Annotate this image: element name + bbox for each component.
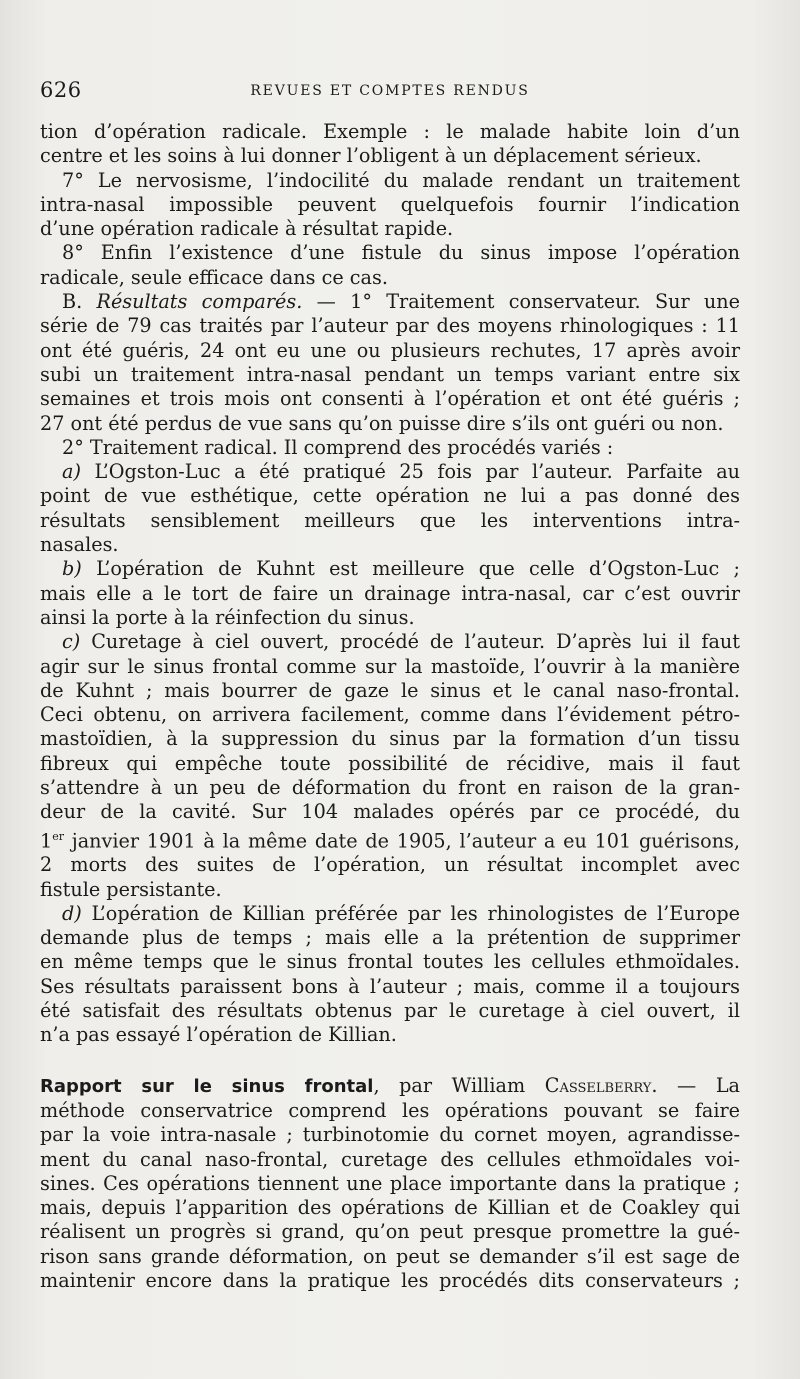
- text-line: centre et les soins à lui donner l’obligent à un déplacement sérieux.: [40, 144, 702, 168]
- section-b-line: B. Résultats comparés. — 1° Traitement conservateur. Sur une: [62, 290, 740, 314]
- text-line: ont été guéris, 24 ont eu une ou plusieurs rechutes, 17 après avoir: [40, 338, 740, 362]
- text-line: demande plus de temps ; mais elle a la prétention de supprimer: [40, 926, 740, 950]
- text-line: intra-nasal impossible peuvent quelquefois fournir l’indication: [40, 192, 740, 216]
- page-body: [40, 120, 740, 1293]
- paragraph-gap: [40, 1048, 740, 1074]
- text-line: 2 morts des suites de l’opération, un résultat incomplet avec: [40, 853, 740, 877]
- text-line: ainsi la porte à la réinfection du sinus.: [40, 605, 415, 629]
- running-head: REVUES ET COMPTES RENDUS: [250, 83, 530, 99]
- text-line: sines. Ces opérations tiennent une place importante dans la pratique ;: [40, 1171, 740, 1195]
- author-name: Casselberry: [544, 1073, 652, 1097]
- text-line: n’a pas essayé l’opération de Killian.: [40, 1023, 397, 1047]
- text-line: série de 79 cas traités par l’auteur par des moyens rhinologiques : 11: [40, 314, 740, 338]
- text-line: agir sur le sinus frontal comme sur la mastoïde, l’ouvrir à la manière: [40, 654, 740, 678]
- text-line: méthode conservatrice comprend les opérations pouvant se faire: [40, 1098, 740, 1122]
- text-line: 7° Le nervosisme, l’indocilité du malade rendant un traitement: [62, 168, 740, 192]
- text-line: par la voie intra-nasale ; turbinotomie du cornet moyen, agrandisse-: [40, 1123, 740, 1147]
- text-line: en même temps que le sinus frontal toutes les cellules ethmoïdales.: [40, 950, 740, 974]
- text-line: d’une opération radicale à résultat rapide.: [40, 217, 454, 241]
- report-title: Rapport sur le sinus frontal: [40, 1075, 374, 1097]
- text-line: nasales.: [40, 533, 119, 557]
- report-heading-line: Rapport sur le sinus frontal, par William Casselberry. — La: [40, 1073, 740, 1097]
- item-a-label: a): [62, 460, 81, 484]
- text-line: radicale, seule efficace dans ce cas.: [40, 265, 388, 289]
- text-line: mastoïdien, à la suppression du sinus par la formation d’un tissu: [40, 727, 740, 751]
- text-line: point de vue esthétique, cette opération ne lui a pas donné des: [40, 484, 740, 508]
- text-line: 2° Traitement radical. Il comprend des procédés variés :: [62, 435, 614, 459]
- page-number: 626: [40, 78, 82, 102]
- text-line: ment du canal naso-frontal, curetage des cellules ethmoïdales voi-: [40, 1147, 740, 1171]
- text-line: semaines et trois mois ont consenti à l’opération et ont été guéris ;: [40, 387, 740, 411]
- section-b-title: Résultats comparés.: [96, 290, 303, 314]
- text-line: de Kuhnt ; mais bourrer de gaze le sinus et le canal naso-frontal.: [40, 678, 740, 702]
- first-january-line: 1er janvier 1901 à la même date de 1905, l’auteur a eu 101 guérisons,: [40, 829, 740, 852]
- item-b-label: b): [62, 557, 82, 581]
- item-b-line: b) L’opération de Kuhnt est meilleure que celle d’Ogston-Luc ;: [62, 557, 740, 581]
- text-line: deur de la cavité. Sur 104 malades opérés par ce procédé, du: [40, 800, 740, 824]
- page-header: [40, 78, 740, 112]
- text-line: fibreux qui empêche toute possibilité de récidive, mais il faut: [40, 751, 740, 775]
- text-line: subi un traitement intra-nasal pendant un temps variant entre six: [40, 362, 740, 386]
- text-line: 27 ont été perdus de vue sans qu’on puisse dire s’ils ont guéri ou non.: [40, 411, 724, 435]
- text-line: réalisent un progrès si grand, qu’on peut presque promettre la gué-: [40, 1220, 740, 1244]
- text-line: Ses résultats paraissent bons à l’auteur ; mais, comme il a toujours: [40, 974, 740, 998]
- text-line: tion d’opération radicale. Exemple : le malade habite loin d’un: [40, 120, 740, 143]
- text-line: mais, depuis l’apparition des opérations de Killian et de Coakley qui: [40, 1196, 740, 1220]
- item-a-line: a) L’Ogston-Luc a été pratiqué 25 fois par l’auteur. Parfaite au: [62, 460, 740, 484]
- text-line: s’attendre à un peu de déformation du front en raison de la gran-: [40, 776, 740, 800]
- item-d-label: d): [62, 901, 82, 925]
- text-line: fistule persistante.: [40, 877, 222, 901]
- item-d-line: d) L’opération de Killian préférée par les rhinologistes de l’Europe: [62, 901, 740, 925]
- text-line: Ceci obtenu, on arrivera facilement, comme dans l’évidement pétro-: [40, 703, 740, 727]
- text-line: résultats sensiblement meilleurs que les interventions intra-: [40, 508, 740, 532]
- text-line: maintenir encore dans la pratique les procédés dits conservateurs ;: [40, 1269, 740, 1293]
- section-b-label: B.: [62, 290, 83, 314]
- text-line: rison sans grande déformation, on peut se demander s’il est sage de: [40, 1244, 740, 1268]
- item-c-label: c): [62, 630, 81, 654]
- item-c-line: c) Curetage à ciel ouvert, procédé de l’auteur. D’après lui il faut: [62, 630, 740, 654]
- text-line: été satisfait des résultats obtenus par le curetage à ciel ouvert, il: [40, 999, 740, 1023]
- text-line: mais elle a le tort de faire un drainage intra-nasal, car c’est ouvrir: [40, 581, 740, 605]
- text-line: 8° Enfin l’existence d’une fistule du sinus impose l’opération: [62, 241, 740, 265]
